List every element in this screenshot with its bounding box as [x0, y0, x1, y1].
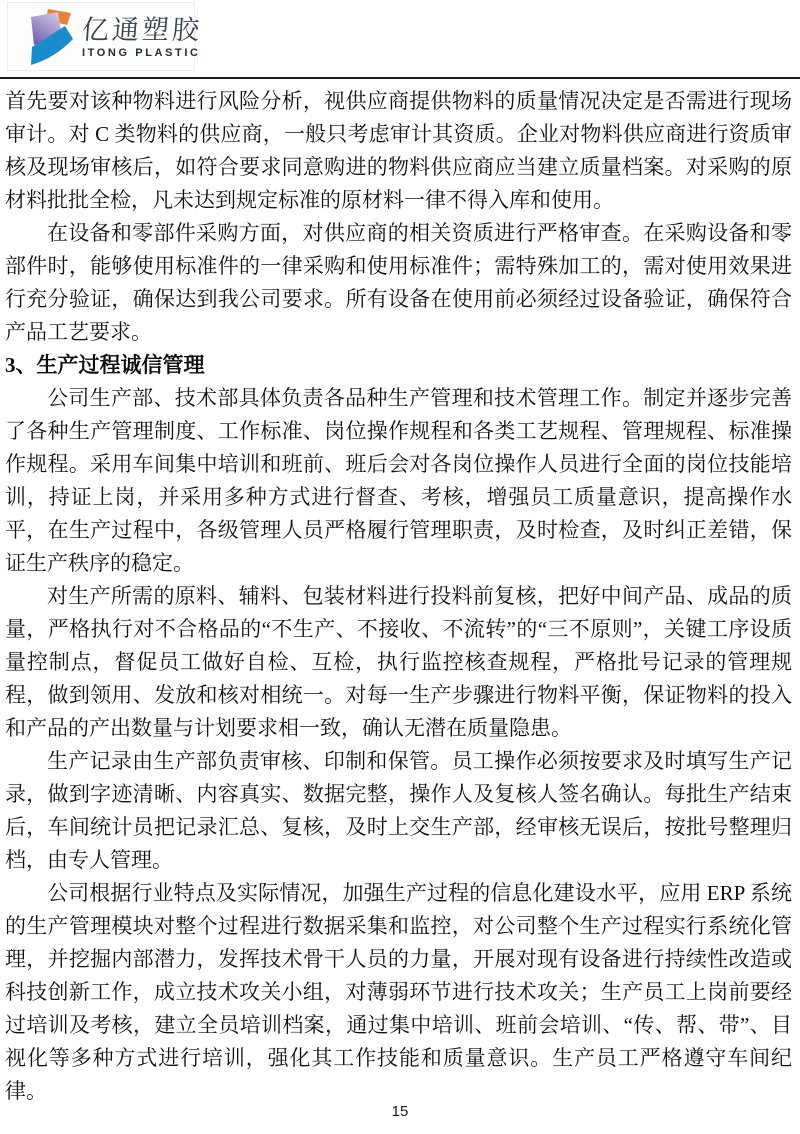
paragraph-procurement-risk: 首先要对该种物料进行风险分析，视供应商提供物料的质量情况决定是否需进行现场审计。对 C 类物料的供应商，一般只考虑审计其资质。企业对物料供应商进行资质审核及现场审核后，如符合要求同意购进的物料供应商应当建立质量档案。对采购的原材料批批全检，凡未达到规定标准的原材料一律不得入库和使用。	[5, 89, 792, 212]
paragraph-erp-training: 公司根据行业特点及实际情况，加强生产过程的信息化建设水平，应用 ERP 系统的生产管理模块对整个过程进行数据采集和监控，对公司整个生产过程实行系统化管理，并挖掘内部潜力，发挥技术骨干人员的力量，开展对现有设备进行持续性改造或科技创新工作，成立技术攻关小组，对薄弱环节进行技术攻关；生产员工上岗前要经过培训及考核，建立全员培训档案，通过集中培训、班前会培训、“传、帮、带”、目视化等多种方式进行培训，强化其工作技能和质量意识。生产员工严格遵守车间纪律。	[5, 881, 792, 1103]
header-divider	[0, 77, 800, 79]
company-logo	[7, 2, 204, 71]
page-header	[0, 0, 800, 77]
logo-text	[82, 15, 202, 59]
paragraph-equipment-procurement: 在设备和零部件采购方面，对供应商的相关资质进行严格审查。在采购设备和零部件时，能够使用标准件的一律采购和使用标准件；需特殊加工的，需对使用效果进行充分验证，确保达到我公司要求。所有设备在使用前必须经过设备验证，确保符合产品工艺要求。	[5, 221, 792, 344]
document-body	[0, 85, 800, 1108]
paragraph-material-control: 对生产所需的原料、辅料、包装材料进行投料前复核，把好中间产品、成品的质量，严格执行对不合格品的“不生产、不接收、不流转”的“三不原则”，关键工序设质量控制点，督促员工做好自检、互检，执行监控核查规程，严格批号记录的管理规程，做到领用、发放和核对相统一。对每一生产步骤进行物料平衡，保证物料的投入和产品的产出数量与计划要求相一致，确认无潜在质量隐患。	[5, 584, 792, 740]
logo-mark-icon	[29, 8, 75, 66]
paragraph-production-records: 生产记录由生产部负责审核、印制和保管。员工操作必须按要求及时填写生产记录，做到字迹清晰、内容真实、数据完整，操作人及复核人签名确认。每批生产结束后，车间统计员把记录汇总、复核，及时上交生产部，经审核无误后，按批号整理归档，由专人管理。	[5, 749, 792, 872]
page-number: 15	[391, 1103, 409, 1120]
paragraph-production-management: 公司生产部、技术部具体负责各品种生产管理和技术管理工作。制定并逐步完善了各种生产管理制度、工作标准、岗位操作规程和各类工艺规程、管理规程、标准操作规程。采用车间集中培训和班前、班后会对各岗位操作人员进行全面的岗位技能培训，持证上岗，并采用多种方式进行督查、考核，增强员工质量意识，提高操作水平，在生产过程中，各级管理人员严格履行管理职责，及时检查，及时纠正差错，保证生产秩序的稳定。	[5, 386, 792, 575]
logo-english-name: ITONG PLASTIC	[82, 46, 201, 59]
page-footer	[0, 1103, 800, 1120]
logo-chinese-name: 亿通塑胶	[80, 14, 204, 45]
section-heading-production-integrity: 3、生产过程诚信管理	[5, 353, 205, 377]
